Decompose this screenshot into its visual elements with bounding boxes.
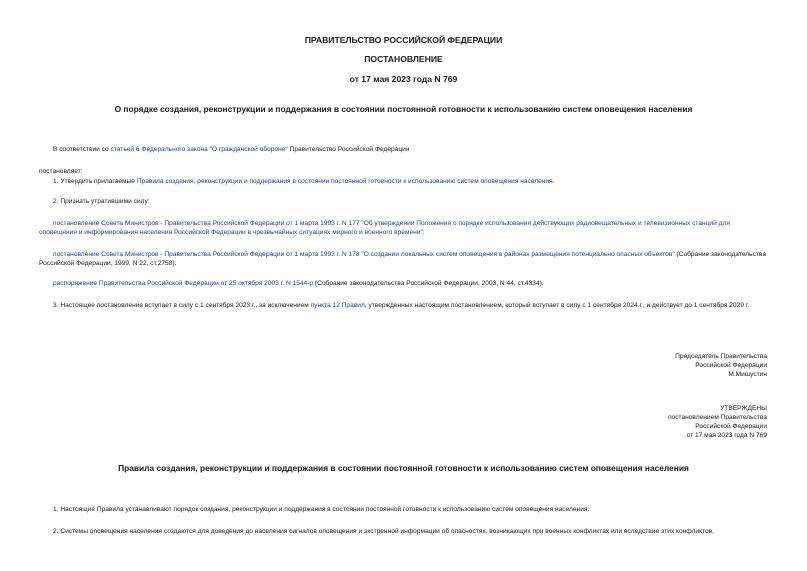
approval-block <box>467 404 767 440</box>
repealed-act-1-link[interactable]: постановление Совета Министров - Правительства Российской Федерации от 1 марта 1993 г. N 177 "Об утверждении Положения о порядке использования действующих радиовещательных и телевизионных станций для оповещения и информирования населения Российской Федерации в чрезвычайных ситуациях мирного и военного времени" <box>39 220 730 236</box>
signature-country: Российской Федерации <box>695 362 767 369</box>
law-article-link[interactable]: статьей 6 Федерального закона "О гражданской обороне" <box>110 146 288 153</box>
rules-item-12-link[interactable]: пункта 12 Правил <box>310 302 365 309</box>
signature-position: Председатель Правительства <box>675 353 767 360</box>
rules-paragraph-1: 1. Настоящие Правила устанавливают порядок создания, реконструкции и поддержания в состоянии постоянной готовности к использованию систем оповещения населения. <box>53 506 590 513</box>
signature-block <box>467 352 767 379</box>
repealed-act-3-link[interactable]: распоряжение Правительства Российской Федерации от 25 октября 2003 г. N 1544-р <box>53 280 314 287</box>
approval-by: постановлением Правительства <box>667 414 767 421</box>
item-2-intro: 2. Признать утратившими силу: <box>53 198 150 205</box>
authority-heading: ПРАВИТЕЛЬСТВО РОССИЙСКОЙ ФЕДЕРАЦИИ <box>304 35 503 45</box>
repealed-act-2: постановление Совета Министров - Правительства Российской Федерации от 1 марта 1993 г. N 178 "О создании локальных систем оповещения в районах размещения потенциально опасных объектов" (Собрание законодательства Российской Федерации, 1999, N 22, ст.2758); <box>39 251 766 267</box>
rules-paragraph-2: 2. Системы оповещения населения создаются для доведения до населения сигналов оповещения и экстренной информации об опасностях, возникающих при военных конфликтах или вследствие этих конфликтов, <box>53 528 715 535</box>
doc-type-heading: ПОСТАНОВЛЕНИЕ <box>364 54 443 64</box>
approval-status: УТВЕРЖДЕНЫ <box>720 405 767 412</box>
item-1-paragraph: 1. Утвердить прилагаемые Правила создания, реконструкции и поддержания в состоянии постоянной готовности к использованию систем оповещения населения. <box>53 178 555 185</box>
item-3-paragraph: 3. Настоящее постановление вступает в силу с 1 сентября 2023 г., за исключением пункта 12 Правил, утвержденных настоящим постановлением, который вступает в силу с 1 сентября 2024 г., и действует до 1 сентября 2029 г. <box>53 302 750 309</box>
decree-word: постановляет: <box>39 168 83 175</box>
rules-title: Правила создания, реконструкции и поддержания в состоянии постоянной готовности к использованию систем оповещения населения <box>118 463 689 473</box>
approval-date: от 17 мая 2023 года N 769 <box>686 432 767 439</box>
preamble-paragraph: В соответствии со статьей 6 Федерального закона "О гражданской обороне" Правительство Российской Федерации <box>53 146 410 153</box>
approval-country: Российской Федерации <box>695 423 767 430</box>
repealed-act-1: постановление Совета Министров - Правительства Российской Федерации от 1 марта 1993 г. N 177 "Об утверждении Положения о порядке использования действующих радиовещательных и телевизионных станций для оповещения и информирования населения Российской Федерации в чрезвычайных ситуациях мирного и военного времени"; <box>39 220 730 236</box>
document-title: О порядке создания, реконструкции и поддержания в состоянии постоянной готовности к использованию систем оповещения населения <box>114 104 693 114</box>
date-number-heading: от 17 мая 2023 года N 769 <box>349 74 458 84</box>
rules-link[interactable]: Правила создания, реконструкции и поддержания в состоянии постоянной готовности к использованию систем оповещения населения <box>136 178 553 185</box>
repealed-act-3: распоряжение Правительства Российской Федерации от 25 октября 2003 г. N 1544-р (Собрание законодательства Российской Федерации, 2003, N 44, ст.4334). <box>53 280 544 287</box>
signature-name: М.Мишустин <box>728 371 767 378</box>
repealed-act-2-link[interactable]: постановление Совета Министров - Правительства Российской Федерации от 1 марта 1993 г. N 178 "О создании локальных систем оповещения в районах размещения потенциально опасных объектов" <box>53 251 675 258</box>
